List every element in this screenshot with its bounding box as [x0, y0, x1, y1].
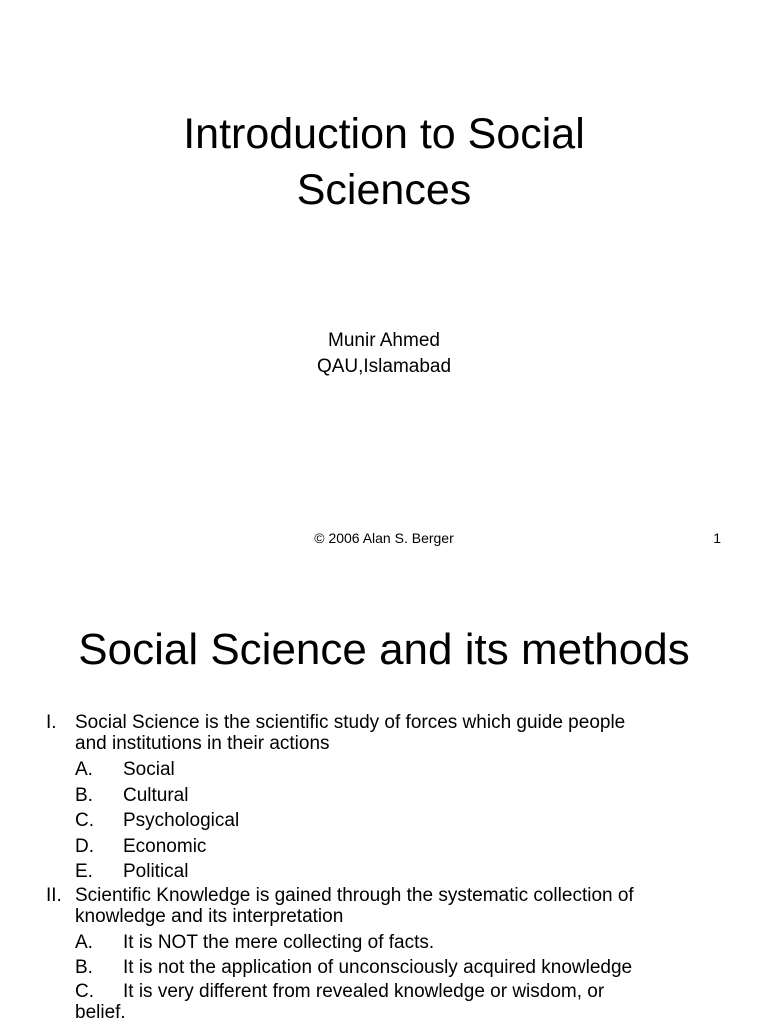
content-slide	[0, 576, 768, 1024]
slide-title: Social Science and its methods	[78, 625, 690, 674]
sub-item-text: Psychological	[123, 810, 240, 831]
sub-item-text: It is very different from revealed knowledge or wisdom, or	[123, 980, 605, 1002]
sub-item-text: Social	[123, 759, 175, 780]
outline-item-1	[46, 712, 746, 885]
author-affiliation: QAU,Islamabad	[316, 356, 452, 377]
outline-text-line: and institutions in their actions	[75, 733, 330, 754]
slide-title	[0, 106, 768, 218]
sub-item	[75, 859, 746, 885]
footer-copyright: © 2006 Alan S. Berger	[314, 530, 454, 546]
sub-item	[75, 834, 746, 860]
sub-item-letter: E.	[75, 861, 93, 882]
footer-page-number: 1	[713, 530, 721, 546]
outline-text-line: Scientific Knowledge is gained through the systematic collection of	[75, 884, 634, 906]
sub-item-text-continued: belief.	[75, 1001, 126, 1023]
sub-item	[75, 930, 746, 956]
sub-item-letter: D.	[75, 835, 94, 857]
sub-item	[75, 955, 746, 981]
sub-item	[75, 808, 746, 834]
sub-item-letter: C.	[75, 810, 94, 831]
sub-item-letter: A.	[75, 759, 93, 780]
outline-numeral: II.	[46, 884, 62, 906]
author-block	[0, 328, 768, 380]
outline-numeral: I.	[46, 712, 57, 733]
sub-item-text: Cultural	[123, 784, 189, 806]
sub-item-letter: A.	[75, 931, 93, 953]
sub-item-letter: C.	[75, 980, 94, 1002]
sub-item-letter: B.	[75, 784, 93, 806]
sub-item-letter: B.	[75, 957, 93, 978]
sub-item-text: It is NOT the mere collecting of facts.	[123, 931, 435, 953]
title-line-1: Introduction to Social	[183, 110, 585, 158]
sub-item-text: Economic	[123, 835, 207, 857]
sub-item	[75, 757, 746, 783]
sub-item	[75, 783, 746, 809]
author-name: Munir Ahmed	[328, 330, 440, 351]
outline-text-line: knowledge and its interpretation	[75, 905, 344, 927]
outline-item-2	[46, 885, 746, 1023]
title-line-2: Sciences	[296, 166, 472, 214]
sub-item-text: It is not the application of unconsciously acquired knowledge	[123, 957, 633, 978]
sub-item	[75, 981, 746, 1023]
outline-text-line: Social Science is the scientific study of forces which guide people	[75, 712, 626, 733]
outline-list	[46, 712, 746, 1023]
sub-item-text: Political	[123, 861, 189, 882]
